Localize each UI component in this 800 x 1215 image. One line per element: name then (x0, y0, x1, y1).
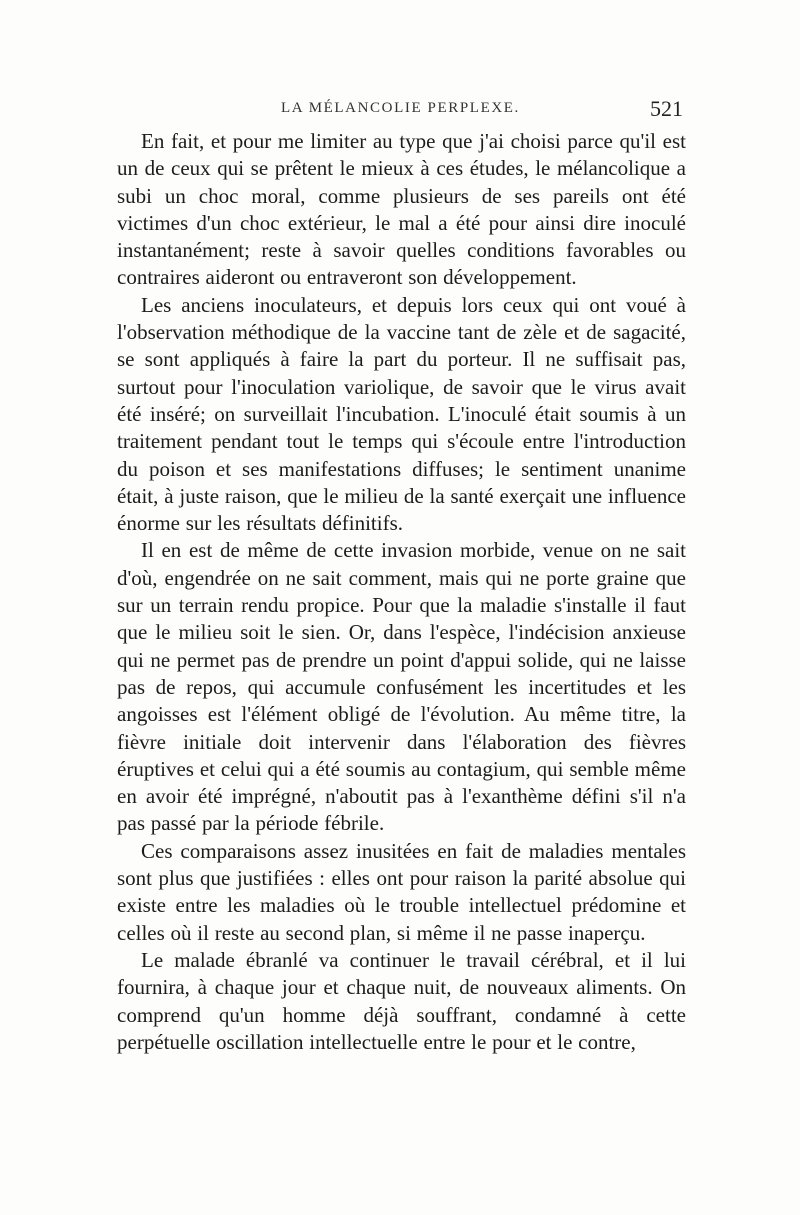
paragraph-5: Le malade ébranlé va continuer le travail cérébral, et il lui fournira, à chaque jour et chaque nuit, de nouveaux aliments. On comprend qu'un homme déjà souffrant, condamné à cette perpétuelle oscillation intellectuelle entre le pour et le contre, (117, 947, 686, 1054)
body-text (117, 128, 686, 1056)
paragraph-4: Ces comparaisons assez inusitées en fait de maladies mentales sont plus que justifiées : elles ont pour raison la parité absolue qui existe entre les maladies où le trouble intellectuel prédomine et celles où il reste au second plan, si même il ne passe inaperçu. (117, 838, 686, 945)
paragraph-2: Les anciens inoculateurs, et depuis lors ceux qui ont voué à l'observation méthodique de la vaccine tant de zèle et de sagacité, se sont appliqués à faire la part du porteur. Il ne suffisait pas, surtout pour l'inoculation variolique, de savoir que le virus avait été inséré; on surveillait l'incubation. L'inoculé était soumis à un traitement pendant tout le temps qui s'écoule entre l'introduction du poison et ses manifestations diffuses; le sentiment unanime était, à juste raison, que le milieu de la santé exerçait une influence énorme sur les résultats définitifs. (117, 292, 686, 536)
running-title: LA MÉLANCOLIE PERPLEXE. (281, 100, 520, 116)
paragraph-3: Il en est de même de cette invasion morbide, venue on ne sait d'où, engendrée on ne sait comment, mais qui ne porte graine que sur un terrain rendu propice. Pour que la maladie s'installe il faut que le milieu soit le sien. Or, dans l'espèce, l'indécision anxieuse qui ne permet pas de prendre un point d'appui solide, qui ne laisse pas de repos, qui accumule confusément les incertitudes et les angoisses est l'élément obligé de l'évolution. Au même titre, la fièvre initiale doit intervenir dans l'élaboration des fièvres éruptives et celui qui a été soumis au contagium, qui semble même en avoir été imprégné, n'aboutit pas à l'exanthème défini s'il n'a pas passé par la période fébrile. (117, 538, 686, 836)
page-number: 521 (650, 96, 683, 121)
running-head (117, 96, 683, 122)
paragraph-1: En fait, et pour me limiter au type que j'ai choisi parce qu'il est un de ceux qui se prêtent le mieux à ces études, le mélancolique a subi un choc moral, comme plusieurs de ses pareils ont été victimes d'un choc extérieur, le mal a été pour ainsi dire inoculé instantanément; reste à savoir quelles conditions favorables ou contraires aideront ou entraveront son développement. (117, 129, 686, 290)
